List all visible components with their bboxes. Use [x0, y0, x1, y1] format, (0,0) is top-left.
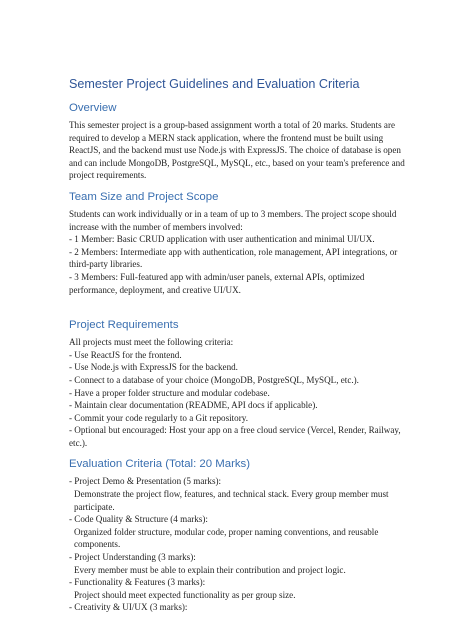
- list-item: - Connect to a database of your choice (MongoDB, PostgreSQL, MySQL, etc.).: [69, 374, 359, 385]
- criterion-description: Demonstrate the project flow, features, and technical stack. Every group member must participate.: [74, 489, 389, 512]
- criterion-title: - Creativity & UI/UX (3 marks):: [69, 602, 188, 613]
- list-item: - Have a proper folder structure and modular codebase.: [69, 387, 270, 398]
- list-item: - Optional but encouraged: Host your app on a free cloud service (Vercel, Render, Railway, etc.).: [69, 425, 401, 448]
- list-item: - Maintain clear documentation (README, API docs if applicable).: [69, 400, 318, 411]
- evaluation-heading: Evaluation Criteria (Total: 20 Marks): [69, 458, 251, 471]
- list-item: - 3 Members: Full-featured app with admin/user panels, external APIs, optimized performance, deployment, and creative UI/UX.: [69, 271, 365, 295]
- criterion-title: - Functionality & Features (3 marks):: [69, 577, 206, 588]
- requirements-heading: Project Requirements: [69, 319, 179, 332]
- list-item: - Commit your code regularly to a Git repository.: [69, 412, 248, 423]
- list-item: - Use Node.js with ExpressJS for the backend.: [69, 362, 238, 373]
- document-content: [69, 76, 409, 614]
- list-item: - Use ReactJS for the frontend.: [69, 349, 182, 360]
- criterion-description: Organized folder structure, modular code, proper naming conventions, and reusable components.: [74, 526, 379, 550]
- overview-heading: Overview: [69, 102, 117, 114]
- list-item: - 1 Member: Basic CRUD application with user authentication and minimal UI/UX.: [69, 234, 375, 245]
- criterion-title: - Code Quality & Structure (4 marks):: [69, 514, 208, 525]
- criterion-description: Project should meet expected functionality as per group size.: [74, 589, 296, 600]
- team-scope-heading: Team Size and Project Scope: [69, 190, 219, 203]
- criterion-title: - Project Understanding (3 marks):: [69, 552, 196, 563]
- list-item: - 2 Members: Intermediate app with authentication, role management, API integrations, or third-party libraries.: [69, 246, 398, 270]
- criterion-description: Every member must be able to explain their contribution and project logic.: [74, 564, 346, 575]
- requirements-intro: All projects must meet the following criteria:: [69, 337, 234, 348]
- document-title: Semester Project Guidelines and Evaluation Criteria: [69, 77, 360, 91]
- overview-paragraph: This semester project is a group-based assignment worth a total of 20 marks. Students are required to develop a MERN stack application, where the frontend must be built using ReactJS, and the backend must use Node.js with ExpressJS. The choice of database is open and can include MongoDB, PostgreSQL, MySQL, etc., based on your team's preference and project requirements.: [69, 120, 405, 181]
- team-scope-intro: Students can work individually or in a team of up to 3 members. The project scope should increase with the number of members involved:: [69, 208, 397, 232]
- criterion-title: - Project Demo & Presentation (5 marks):: [69, 476, 222, 487]
